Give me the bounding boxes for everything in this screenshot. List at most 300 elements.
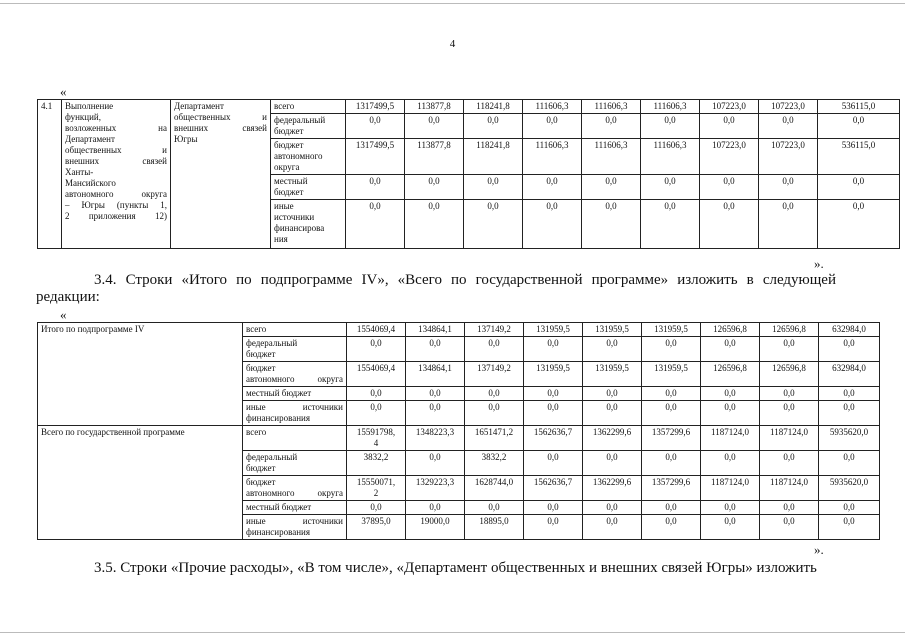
cell-line: 0,0 [606, 502, 618, 512]
value-cell: 0,0 [759, 114, 818, 139]
cell-line: автономного округа [65, 189, 167, 199]
value-cell [819, 337, 880, 362]
cell-line: 0,0 [665, 402, 677, 412]
cell-line: функций, [65, 112, 101, 122]
value-cell [701, 426, 760, 451]
value-cell: 118241,8 [464, 139, 523, 175]
cell-line: 1357299,6 [651, 477, 691, 487]
quote-open-1: « [60, 84, 67, 99]
cell-line: 0,0 [488, 502, 500, 512]
cell-line: 19000,0 [420, 516, 450, 526]
value-cell [347, 337, 406, 362]
value-cell: 0,0 [700, 175, 759, 200]
value-cell [583, 362, 642, 387]
funding-source-cell [243, 451, 347, 476]
cell-line: 0,0 [429, 388, 441, 398]
cell-line: источники [274, 212, 315, 222]
cell-line: 0,0 [606, 516, 618, 526]
cell-line: Мансийского [65, 178, 116, 188]
value-cell: 0,0 [523, 200, 582, 249]
cell-line: 0,0 [606, 388, 618, 398]
value-cell [406, 501, 465, 515]
cell-line: 1187124,0 [711, 477, 749, 487]
value-cell: 536115,0 [818, 100, 900, 114]
value-cell [524, 387, 583, 401]
value-cell [406, 387, 465, 401]
funding-source-cell [243, 501, 347, 515]
quote-open-2: « [60, 307, 67, 322]
cell-line: бюджет [274, 187, 304, 197]
cell-line: автономного округа [246, 488, 343, 498]
cell-line: бюджет [274, 126, 304, 136]
value-cell: 0,0 [405, 114, 464, 139]
cell-line: 0,0 [429, 452, 441, 462]
cell-line: 126596,8 [713, 324, 747, 334]
value-cell [701, 323, 760, 337]
value-cell [347, 451, 406, 476]
cell-line: 0,0 [724, 452, 736, 462]
value-cell: 0,0 [346, 175, 405, 200]
value-cell: 0,0 [405, 200, 464, 249]
value-cell [406, 451, 465, 476]
cell-line: 131959,5 [654, 324, 688, 334]
value-cell [406, 515, 465, 540]
funding-source-cell [271, 100, 346, 114]
value-cell [347, 401, 406, 426]
value-cell [347, 387, 406, 401]
cell-line: 0,0 [724, 502, 736, 512]
cell-line: 632984,0 [832, 363, 866, 373]
cell-line: 0,0 [783, 502, 795, 512]
value-cell: 0,0 [464, 200, 523, 249]
executor-cell [171, 100, 271, 249]
cell-line: 5935620,0 [829, 477, 869, 487]
cell-line: общественных и [65, 145, 167, 155]
value-cell [583, 515, 642, 540]
cell-line: бюджет [246, 477, 276, 487]
table-row [38, 323, 880, 337]
cell-line: федеральный [246, 338, 298, 348]
value-cell: 111606,3 [582, 139, 641, 175]
value-cell [583, 401, 642, 426]
value-cell: 0,0 [759, 200, 818, 249]
funding-source-cell [243, 323, 347, 337]
value-cell: 107223,0 [759, 100, 818, 114]
funding-source-cell [243, 476, 347, 501]
cell-line: 0,0 [606, 402, 618, 412]
cell-line: 0,0 [843, 502, 855, 512]
value-cell [701, 515, 760, 540]
value-cell [465, 515, 524, 540]
value-cell: 113877,8 [405, 139, 464, 175]
value-cell: 0,0 [818, 175, 900, 200]
cell-line: федеральный [274, 115, 326, 125]
value-cell [642, 401, 701, 426]
value-cell [642, 426, 701, 451]
value-cell [701, 476, 760, 501]
cell-line: 0,0 [665, 502, 677, 512]
cell-line: 0,0 [547, 452, 559, 462]
cell-line: 0,0 [843, 338, 855, 348]
value-cell [760, 515, 819, 540]
value-cell [583, 426, 642, 451]
cell-line: всего [274, 101, 295, 111]
funding-source-cell [271, 139, 346, 175]
cell-line: бюджет [246, 463, 276, 473]
cell-line: 2 [373, 488, 379, 498]
cell-line: иные источники [246, 516, 343, 526]
value-cell [465, 476, 524, 501]
cell-line: бюджет [246, 363, 276, 373]
cell-line: 0,0 [429, 502, 441, 512]
cell-line: возложенных на [65, 123, 167, 133]
cell-line: 0,0 [547, 516, 559, 526]
scan-edge-bottom [0, 632, 905, 633]
cell-line: общественных и [174, 112, 267, 122]
group-label-cell: Итого по подпрограмме IV [38, 323, 243, 426]
cell-line: 1628744,0 [474, 477, 514, 487]
value-cell: 0,0 [464, 175, 523, 200]
value-cell [819, 515, 880, 540]
value-cell: 111606,3 [641, 100, 700, 114]
value-cell [642, 362, 701, 387]
cell-line: 0,0 [370, 402, 382, 412]
value-cell [524, 515, 583, 540]
cell-line: 0,0 [370, 338, 382, 348]
cell-line: 0,0 [665, 452, 677, 462]
cell-line: 5935620,0 [829, 427, 869, 437]
value-cell [406, 401, 465, 426]
cell-line: иные [274, 201, 294, 211]
value-cell: 0,0 [523, 175, 582, 200]
value-cell [465, 501, 524, 515]
value-cell: 118241,8 [464, 100, 523, 114]
cell-line: округа [274, 162, 300, 172]
cell-line: 126596,8 [772, 363, 806, 373]
cell-line: 15591798, [356, 427, 396, 437]
cell-line: 0,0 [488, 338, 500, 348]
cell-line: 131959,5 [536, 363, 570, 373]
cell-line: 131959,5 [536, 324, 570, 334]
value-cell [701, 362, 760, 387]
cell-line: 1187124,0 [770, 427, 808, 437]
value-cell: 0,0 [582, 175, 641, 200]
cell-line: автономного [274, 151, 323, 161]
value-cell [347, 476, 406, 501]
cell-line: всего [246, 427, 267, 437]
value-cell [819, 451, 880, 476]
cell-line: 131959,5 [595, 363, 629, 373]
paragraph-3-5: 3.5. Строки «Прочие расходы», «В том числе», «Департамент общественных и внешних связей Югры» изложить [94, 560, 817, 576]
value-cell: 0,0 [582, 200, 641, 249]
cell-line: 0,0 [547, 402, 559, 412]
funding-source-cell [243, 426, 347, 451]
cell-line: 2 приложения 12) [65, 211, 167, 221]
value-cell [819, 426, 880, 451]
value-cell: 111606,3 [523, 139, 582, 175]
value-cell [583, 451, 642, 476]
cell-line: 126596,8 [772, 324, 806, 334]
value-cell: 0,0 [700, 114, 759, 139]
program-table-2 [37, 322, 880, 540]
value-cell [701, 387, 760, 401]
cell-line: Департамент [174, 101, 224, 111]
value-cell: 0,0 [464, 114, 523, 139]
cell-line: 4 [373, 438, 379, 448]
cell-line: 137149,2 [477, 324, 511, 334]
value-cell [524, 323, 583, 337]
cell-line: 0,0 [783, 338, 795, 348]
cell-line: 3832,2 [363, 452, 389, 462]
value-cell: 0,0 [641, 200, 700, 249]
value-cell: 111606,3 [641, 139, 700, 175]
value-cell [760, 426, 819, 451]
funding-source-cell [243, 387, 347, 401]
value-cell: 107223,0 [700, 100, 759, 114]
cell-line: внешних связей [174, 123, 267, 133]
page-number: 4 [449, 38, 456, 50]
value-cell: 0,0 [582, 114, 641, 139]
value-cell [465, 337, 524, 362]
cell-line: 3832,2 [481, 452, 507, 462]
value-cell: 0,0 [818, 200, 900, 249]
value-cell [760, 476, 819, 501]
cell-line: финансирова [274, 223, 325, 233]
cell-line: 0,0 [783, 388, 795, 398]
value-cell: 0,0 [523, 114, 582, 139]
value-cell: 113877,8 [405, 100, 464, 114]
value-cell: 111606,3 [582, 100, 641, 114]
cell-line: местный бюджет [246, 502, 312, 512]
value-cell [819, 387, 880, 401]
value-cell [642, 476, 701, 501]
value-cell [465, 387, 524, 401]
group-label-cell: Всего по государственной программе [38, 426, 243, 540]
cell-line: 0,0 [843, 388, 855, 398]
value-cell: 107223,0 [759, 139, 818, 175]
paragraph-3-4: 3.4. Строки «Итого по подпрограмме IV», «Всего по государственной программе» изложить в следующей редакции: [36, 272, 836, 305]
value-cell [760, 401, 819, 426]
value-cell [465, 426, 524, 451]
cell-line: 134864,1 [418, 363, 452, 373]
cell-line: 0,0 [488, 388, 500, 398]
value-cell [465, 401, 524, 426]
cell-line: 0,0 [843, 516, 855, 526]
cell-line: Ханты- [65, 167, 94, 177]
funding-source-cell [243, 515, 347, 540]
cell-line: 0,0 [843, 402, 855, 412]
cell-line: 126596,8 [713, 363, 747, 373]
cell-line: 0,0 [370, 502, 382, 512]
value-cell: 0,0 [641, 175, 700, 200]
value-cell: 0,0 [700, 200, 759, 249]
cell-line: всего [246, 324, 267, 334]
value-cell [760, 323, 819, 337]
value-cell [760, 362, 819, 387]
cell-line: 1562636,7 [533, 427, 573, 437]
value-cell [819, 323, 880, 337]
value-cell [465, 451, 524, 476]
value-cell [524, 362, 583, 387]
cell-line: бюджет [246, 349, 276, 359]
table-row [38, 100, 900, 114]
value-cell [347, 501, 406, 515]
quote-close-1: ». [814, 256, 824, 271]
value-cell [524, 401, 583, 426]
cell-line: 0,0 [606, 338, 618, 348]
cell-line: 1562636,7 [533, 477, 573, 487]
value-cell [406, 323, 465, 337]
value-cell: 107223,0 [700, 139, 759, 175]
value-cell [642, 451, 701, 476]
cell-line: 0,0 [429, 402, 441, 412]
value-cell [524, 451, 583, 476]
value-cell [701, 451, 760, 476]
table-row [38, 426, 880, 451]
value-cell [819, 501, 880, 515]
cell-line: иные источники [246, 402, 343, 412]
cell-line: бюджет [274, 140, 304, 150]
value-cell [406, 337, 465, 362]
value-cell [642, 501, 701, 515]
program-table-1 [37, 99, 900, 249]
cell-line: финансирования [246, 413, 310, 423]
cell-line: 0,0 [724, 402, 736, 412]
value-cell [819, 401, 880, 426]
value-cell [701, 401, 760, 426]
value-cell: 0,0 [759, 175, 818, 200]
cell-line: 1651471,2 [474, 427, 514, 437]
value-cell [583, 387, 642, 401]
value-cell [701, 501, 760, 515]
value-cell: 0,0 [641, 114, 700, 139]
cell-line: 0,0 [724, 388, 736, 398]
value-cell: 0,0 [405, 175, 464, 200]
cell-line: 0,0 [843, 452, 855, 462]
value-cell [406, 362, 465, 387]
value-cell [347, 426, 406, 451]
cell-line: 131959,5 [654, 363, 688, 373]
cell-line: 0,0 [547, 388, 559, 398]
value-cell [347, 323, 406, 337]
value-cell [583, 323, 642, 337]
value-cell [819, 476, 880, 501]
cell-line: 632984,0 [832, 324, 866, 334]
value-cell [642, 337, 701, 362]
cell-line: 18895,0 [479, 516, 509, 526]
value-cell: 111606,3 [523, 100, 582, 114]
value-cell [583, 501, 642, 515]
value-cell: 0,0 [818, 114, 900, 139]
cell-line: автономного округа [246, 374, 343, 384]
cell-line: 131959,5 [595, 324, 629, 334]
cell-line: 0,0 [370, 388, 382, 398]
funding-source-cell [271, 200, 346, 249]
value-cell: 0,0 [346, 114, 405, 139]
value-cell [465, 362, 524, 387]
value-cell [760, 337, 819, 362]
cell-line: – Югры (пункты 1, [65, 200, 167, 210]
cell-line: 1187124,0 [711, 427, 749, 437]
cell-line: 1329223,3 [415, 477, 455, 487]
cell-line: 0,0 [724, 338, 736, 348]
funding-source-cell [243, 401, 347, 426]
cell-line: 0,0 [783, 452, 795, 462]
value-cell [760, 387, 819, 401]
cell-line: Выполнение [65, 101, 114, 111]
cell-line: 0,0 [665, 338, 677, 348]
cell-line: 1362299,6 [592, 427, 632, 437]
value-cell [701, 337, 760, 362]
cell-line: 0,0 [665, 516, 677, 526]
value-cell: 1317499,5 [346, 139, 405, 175]
funding-source-cell [271, 114, 346, 139]
cell-line: 15550071, [356, 477, 396, 487]
funding-source-cell [243, 337, 347, 362]
value-cell [347, 515, 406, 540]
funding-source-cell [271, 175, 346, 200]
measure-name-cell [62, 100, 171, 249]
cell-line: 1357299,6 [651, 427, 691, 437]
cell-line: Департамент [65, 134, 115, 144]
value-cell [524, 426, 583, 451]
funding-source-cell [243, 362, 347, 387]
cell-line: местный бюджет [246, 388, 312, 398]
cell-line: местный [274, 176, 308, 186]
cell-line: 134864,1 [418, 324, 452, 334]
cell-line: 0,0 [488, 402, 500, 412]
cell-line: федеральный [246, 452, 298, 462]
cell-line: 1554069,4 [356, 363, 396, 373]
value-cell [642, 323, 701, 337]
value-cell [760, 501, 819, 515]
value-cell [406, 426, 465, 451]
cell-line: внешних связей [65, 156, 167, 166]
value-cell [524, 476, 583, 501]
cell-line: 0,0 [665, 388, 677, 398]
cell-line: 1348223,3 [415, 427, 455, 437]
value-cell [760, 451, 819, 476]
cell-line: 1554069,4 [356, 324, 396, 334]
value-cell: 0,0 [346, 200, 405, 249]
quote-close-2: ». [814, 542, 824, 557]
row-number-cell: 4.1 [38, 100, 62, 249]
value-cell [819, 362, 880, 387]
cell-line: 1362299,6 [592, 477, 632, 487]
cell-line: 0,0 [429, 338, 441, 348]
cell-line: 1187124,0 [770, 477, 808, 487]
scan-edge-top [0, 3, 905, 4]
value-cell [465, 323, 524, 337]
value-cell [524, 337, 583, 362]
cell-line: финансирования [246, 527, 310, 537]
cell-line: Югры [174, 134, 198, 144]
cell-line: 0,0 [547, 502, 559, 512]
value-cell [524, 501, 583, 515]
value-cell [347, 362, 406, 387]
cell-line: 0,0 [724, 516, 736, 526]
cell-line: ния [274, 234, 288, 244]
value-cell [583, 476, 642, 501]
value-cell [406, 476, 465, 501]
cell-line: 0,0 [783, 402, 795, 412]
value-cell [642, 387, 701, 401]
cell-line: 0,0 [547, 338, 559, 348]
cell-line: 0,0 [606, 452, 618, 462]
cell-line: 0,0 [783, 516, 795, 526]
cell-line: 37895,0 [361, 516, 391, 526]
value-cell [583, 337, 642, 362]
